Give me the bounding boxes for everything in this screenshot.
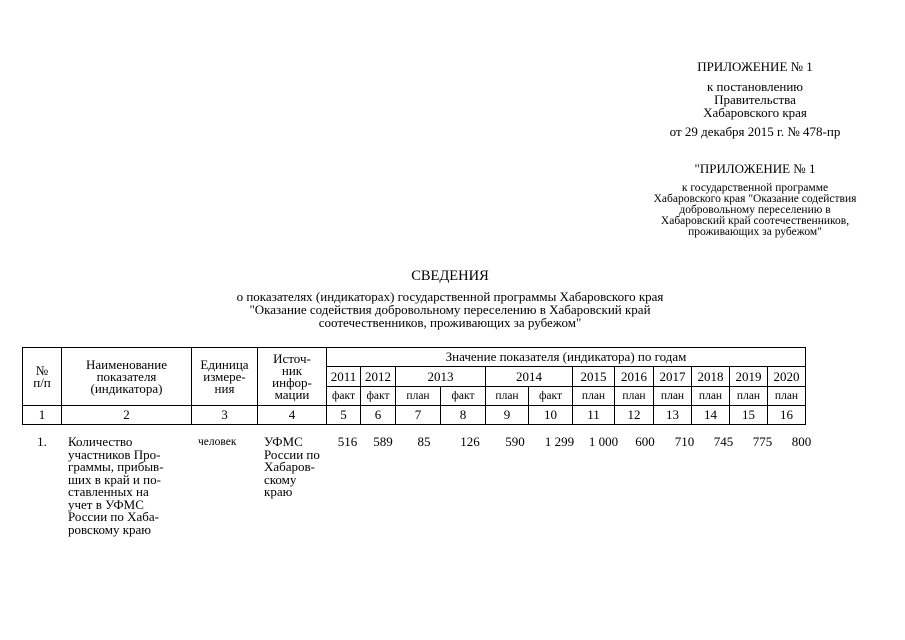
col-number: 15 [730, 406, 768, 425]
col-number: 6 [361, 406, 396, 425]
year-2015: 2015 [573, 367, 615, 387]
indicators-table-body [22, 434, 821, 536]
value-cell: 775 [752, 434, 773, 449]
program-line-2: Хабаровского края "Оказание содействия [653, 193, 857, 205]
row-number: 1. [37, 434, 47, 449]
year-2016: 2016 [615, 367, 654, 387]
title-line-2: "Оказание содействия добровольному переселению в Хабаровский край [249, 302, 651, 317]
value-cell: 745 [713, 434, 734, 449]
type-cell: факт [529, 387, 573, 406]
col-number: 14 [692, 406, 730, 425]
program-line-4: Хабаровский край соотечественников, [660, 215, 850, 227]
col-number: 8 [441, 406, 486, 425]
value-cell: 85 [417, 434, 431, 449]
title-line-3: соотечественников, проживающих за рубежом" [318, 315, 582, 330]
value-cell: 710 [674, 434, 695, 449]
col-number: 12 [615, 406, 654, 425]
value-cell: 126 [460, 434, 480, 449]
year-2011: 2011 [327, 367, 361, 387]
col-number: 10 [529, 406, 573, 425]
decree-line: к постановлению [706, 79, 804, 94]
value-cell: 800 [791, 434, 812, 449]
type-cell: план [768, 387, 806, 406]
col-number: 5 [327, 406, 361, 425]
value-cell: 1 000 [588, 434, 619, 449]
year-2020: 2020 [768, 367, 806, 387]
year-2018: 2018 [692, 367, 730, 387]
col-number: 13 [654, 406, 692, 425]
year-2014: 2014 [486, 367, 573, 387]
region-line: Хабаровского края [703, 105, 807, 120]
col-number: 4 [258, 406, 327, 425]
value-cell: 589 [373, 434, 393, 449]
col-number: 16 [768, 406, 806, 425]
source-cell: УФМС России по Хабаров- скому краю [264, 434, 320, 499]
values-by-year-header: Значение показателя (индикатора) по годам [327, 348, 806, 367]
type-cell: факт [361, 387, 396, 406]
type-cell: план [692, 387, 730, 406]
appendix-heading: ПРИЛОЖЕНИЕ № 1 [697, 59, 813, 74]
type-cell: план [486, 387, 529, 406]
type-cell: план [730, 387, 768, 406]
type-cell: факт [327, 387, 361, 406]
type-cell: план [573, 387, 615, 406]
col-number: 1 [23, 406, 62, 425]
program-line-5: проживающих за рубежом" [688, 226, 822, 238]
type-cell: план [654, 387, 692, 406]
value-cell: 1 299 [544, 434, 575, 449]
col-number: 11 [573, 406, 615, 425]
value-cell: 600 [635, 434, 655, 449]
decree-date-number: от 29 декабря 2015 г. № 478-пр [669, 124, 841, 139]
program-line-3: добровольному переселению в [679, 204, 831, 216]
indicator-name: Количество участников Про- граммы, прибыв- ших в край и по- ставленных на учет в УФМС России по Хаба- ровскому краю [68, 434, 164, 537]
value-cell: 590 [505, 434, 525, 449]
col-number: 3 [192, 406, 258, 425]
col-header-name: Наименование показателя (индикатора) [62, 348, 192, 406]
document-title: СВЕДЕНИЯ [411, 268, 489, 284]
value-cell: 516 [337, 434, 358, 449]
col-header-number: № п/п [23, 348, 62, 406]
col-number: 9 [486, 406, 529, 425]
type-cell: факт [441, 387, 486, 406]
type-cell: план [615, 387, 654, 406]
year-2017: 2017 [654, 367, 692, 387]
year-2012: 2012 [361, 367, 396, 387]
title-line-1: о показателях (индикаторах) государственной программы Хабаровского края [236, 289, 664, 304]
previous-appendix-heading: "ПРИЛОЖЕНИЕ № 1 [694, 161, 816, 176]
unit-cell: человек [198, 436, 237, 448]
program-line-1: к государственной программе [681, 182, 829, 194]
year-2019: 2019 [730, 367, 768, 387]
type-cell: план [396, 387, 441, 406]
year-2013: 2013 [396, 367, 486, 387]
col-number: 7 [396, 406, 441, 425]
indicators-table-header [22, 347, 806, 425]
col-header-unit: Единица измере- ния [192, 348, 258, 406]
government-line: Правительства [714, 92, 796, 107]
col-header-source: Источ- ник инфор- мации [258, 348, 327, 406]
col-number: 2 [62, 406, 192, 425]
table-row [22, 434, 821, 536]
